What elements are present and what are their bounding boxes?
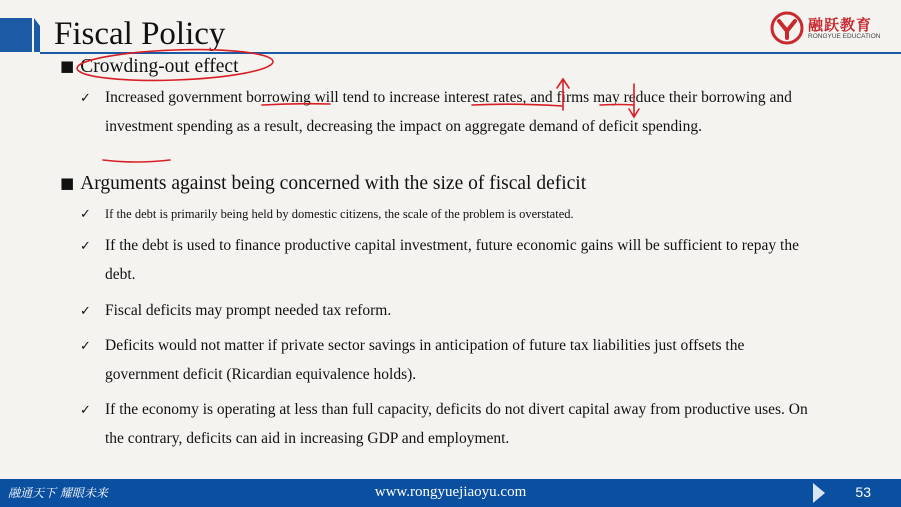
logo-subtitle: RONGYUE EDUCATION [808,33,881,40]
checkmark-icon: ✓ [80,207,91,222]
footer-url: www.rongyuejiaoyu.com [374,484,527,500]
bullet-text: Deficits would not matter if private sector savings in anticipation of future tax liabilities just offsets the government deficit (Ricardian equivalence holds). [105,337,745,383]
section-arguments [60,171,586,196]
bullet-text: Fiscal deficits may prompt needed tax reform. [105,302,392,319]
slide-title: Fiscal Policy [54,16,226,52]
checkmark-icon: ✓ [80,91,91,106]
footer-slogan: 融通天下 耀眼未来 [8,486,108,500]
square-bullet-icon: ■ [60,174,75,192]
bullet-text: If the debt is primarily being held by domestic citizens, the scale of the problem is overstated. [105,207,574,221]
bullet-text: Increased government borrowing will tend to increase interest rates, and firms may reduce their borrowing and investment spending as a result, decreasing the impact on aggregate demand of deficit spending. [105,89,792,135]
checkmark-icon: ✓ [80,339,91,354]
square-bullet-icon: ■ [60,57,75,75]
page-number: 53 [855,484,871,500]
page-arrow-icon [809,479,827,507]
rongyue-logo-icon [770,11,804,45]
underline-annotation [103,160,170,162]
checkmark-icon: ✓ [80,304,91,319]
footer-bar [0,479,901,507]
header-accent-bar [0,18,40,52]
checkmark-icon: ✓ [80,403,91,418]
brand-logo [770,10,895,46]
section-heading: Crowding-out effect [80,56,239,77]
logo-name: 融跃教育 [808,16,873,34]
section-crowding-out [60,54,239,79]
bullet-text: If the debt is used to finance productive capital investment, future economic gains will be sufficient to repay the debt. [105,237,799,283]
section-heading: Arguments against being concerned with the size of fiscal deficit [80,173,587,194]
bullet-text: If the economy is operating at less than full capacity, deficits do not divert capital away from productive uses. On the contrary, deficits can aid in increasing GDP and employment. [105,401,808,447]
checkmark-icon: ✓ [80,239,91,254]
